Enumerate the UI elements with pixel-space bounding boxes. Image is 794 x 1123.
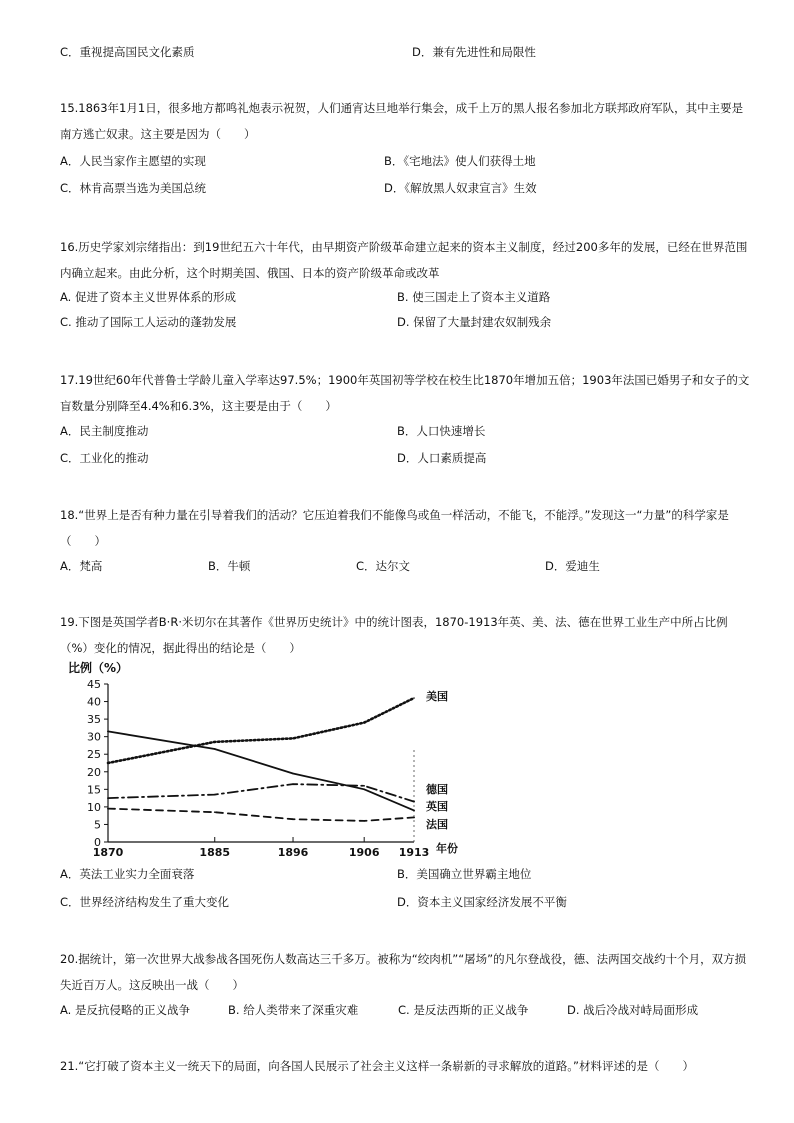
data-point xyxy=(413,810,415,812)
y-tick-label: 35 xyxy=(87,713,101,727)
y-tick-label: 20 xyxy=(87,765,101,779)
q15-stem: 15.1863年1月1日，很多地方都鸣礼炮表示祝贺，人们通宵达旦地举行集会，成千上万的黑人报名参加北方联邦政府军队，其中主要是南方逃亡奴隶。这主要是因为（ ） xyxy=(60,101,744,141)
q18-stem: 18.“世界上是否有种力量在引导着我们的活动？它压迫着我们不能像鸟或鱼一样活动，不能飞，不能浮。”发现这一“力量”的科学家是（ ） xyxy=(60,508,729,548)
series-label: 德国 xyxy=(426,783,448,796)
q14-option-d: D．兼有先进性和局限性 xyxy=(412,45,536,59)
series-line-3 xyxy=(108,809,414,821)
data-point xyxy=(413,801,415,803)
series-line-2 xyxy=(108,784,414,802)
data-point xyxy=(107,808,109,810)
series-line-0 xyxy=(108,698,414,763)
q20-option-b: B. 给人类带来了深重灾难 xyxy=(228,1003,359,1017)
q17-option-a: A．民主制度推动 xyxy=(60,424,149,438)
y-tick-label: 45 xyxy=(87,678,101,691)
data-point xyxy=(413,697,415,699)
data-point xyxy=(363,722,365,724)
data-point xyxy=(292,773,294,775)
q15-option-a: A．人民当家作主愿望的实现 xyxy=(60,154,206,168)
q16-option-c: C. 推动了国际工人运动的蓬勃发展 xyxy=(60,315,237,329)
series-label: 法国 xyxy=(426,818,448,831)
q17-stem: 17.19世纪60年代普鲁士学龄儿童入学率达97.5%；1900年英国初等学校在校生比1870年增加五倍；1903年法国已婚男子和女子的文盲数量分别降至4.4%和6.3%，这主要是由于（ ） xyxy=(60,373,750,413)
chart-series xyxy=(107,697,415,821)
data-point xyxy=(292,738,294,740)
q16-option-d: D. 保留了大量封建农奴制残余 xyxy=(397,315,552,329)
q17-option-d: D．人口素质提高 xyxy=(397,451,487,465)
y-tick-label: 5 xyxy=(94,818,101,832)
data-point xyxy=(363,785,365,787)
series-label: 英国 xyxy=(426,800,448,813)
q16-option-b: B. 使三国走上了资本主义道路 xyxy=(397,290,551,304)
x-tick-label: 1870 xyxy=(92,846,124,858)
q20-option-d: D. 战后冷战对峙局面形成 xyxy=(567,1003,699,1017)
q18-option-c: C．达尔文 xyxy=(356,559,411,573)
data-point xyxy=(107,797,109,799)
y-tick-label: 0 xyxy=(94,836,101,849)
q19-option-d: D．资本主义国家经济发展不平衡 xyxy=(397,895,567,909)
y-axis xyxy=(87,678,108,849)
data-point xyxy=(214,748,216,750)
q15-option-c: C．林肯高票当选为美国总统 xyxy=(60,181,207,195)
data-point xyxy=(292,818,294,820)
q16-option-a: A. 促进了资本主义世界体系的形成 xyxy=(60,290,236,304)
chart-series-labels xyxy=(426,689,448,831)
q19-option-b: B．美国确立世界霸主地位 xyxy=(397,867,532,881)
q18-option-d: D．爱迪生 xyxy=(545,559,600,573)
data-point xyxy=(292,783,294,785)
q19-option-a: A．英法工业实力全面衰落 xyxy=(60,867,195,881)
data-point xyxy=(107,731,109,733)
y-tick-label: 40 xyxy=(87,695,101,709)
data-point xyxy=(413,817,415,819)
y-tick-label: 10 xyxy=(87,800,101,814)
q17-option-b: B．人口快速增长 xyxy=(397,424,486,438)
x-tick-label: 1896 xyxy=(277,846,309,858)
series-line-1 xyxy=(108,731,414,810)
y-tick-label: 15 xyxy=(87,783,101,797)
q15-option-b: B．《宅地法》使人们获得土地 xyxy=(384,154,536,168)
x-tick-label: 1913 xyxy=(398,846,430,858)
q20-option-c: C. 是反法西斯的正义战争 xyxy=(398,1003,529,1017)
q20-option-a: A. 是反抗侵略的正义战争 xyxy=(60,1003,190,1017)
industry-share-chart xyxy=(60,658,460,858)
data-point xyxy=(214,794,216,796)
q20-stem: 20.据统计，第一次世界大战参战各国死伤人数高达三千多万。被称为“绞肉机”“屠场”的凡尔登战役，德、法两国交战约十个月，双方损失近百万人。这反映出一战（ ） xyxy=(60,952,747,992)
data-point xyxy=(107,762,109,764)
x-tick-label: 1906 xyxy=(348,846,380,858)
x-tick-label: 1885 xyxy=(199,846,231,858)
data-point xyxy=(214,811,216,813)
q19-stem: 19.下图是英国学者B·R·米切尔在其著作《世界历史统计》中的统计图表，1870-1913年英、美、法、德在世界工业生产中所占比例（%）变化的情况，据此得出的结论是（ ） xyxy=(60,615,728,655)
chart-x-label: 年份 xyxy=(436,842,458,855)
series-label: 美国 xyxy=(426,690,448,703)
q21-stem: 21.“它打破了资本主义一统天下的局面，向各国人民展示了社会主义这样一条崭新的寻求解放的道路。”材料评述的是（ ） xyxy=(60,1059,694,1073)
x-axis xyxy=(93,748,430,858)
q17-option-c: C．工业化的推动 xyxy=(60,451,149,465)
q18-option-b: B．牛顿 xyxy=(208,559,251,573)
q15-option-d: D．《解放黑人奴隶宣言》生效 xyxy=(384,181,537,195)
q18-option-a: A．梵高 xyxy=(60,559,103,573)
y-tick-label: 25 xyxy=(87,748,101,762)
q14-option-c: C．重视提高国民文化素质 xyxy=(60,45,195,59)
q16-stem: 16.历史学家刘宗绪指出：到19世纪五六十年代，由早期资产阶级革命建立起来的资本主义制度，经过200多年的发展，已经在世界范围内确立起来。由此分析，这个时期美国、俄国、日本的资产阶级革命或改革 xyxy=(60,240,748,280)
data-point xyxy=(363,789,365,791)
y-tick-label: 30 xyxy=(87,730,101,744)
chart-y-label: 比例（%） xyxy=(68,661,129,675)
q19-option-c: C．世界经济结构发生了重大变化 xyxy=(60,895,230,909)
data-point xyxy=(214,741,216,743)
data-point xyxy=(363,820,365,822)
